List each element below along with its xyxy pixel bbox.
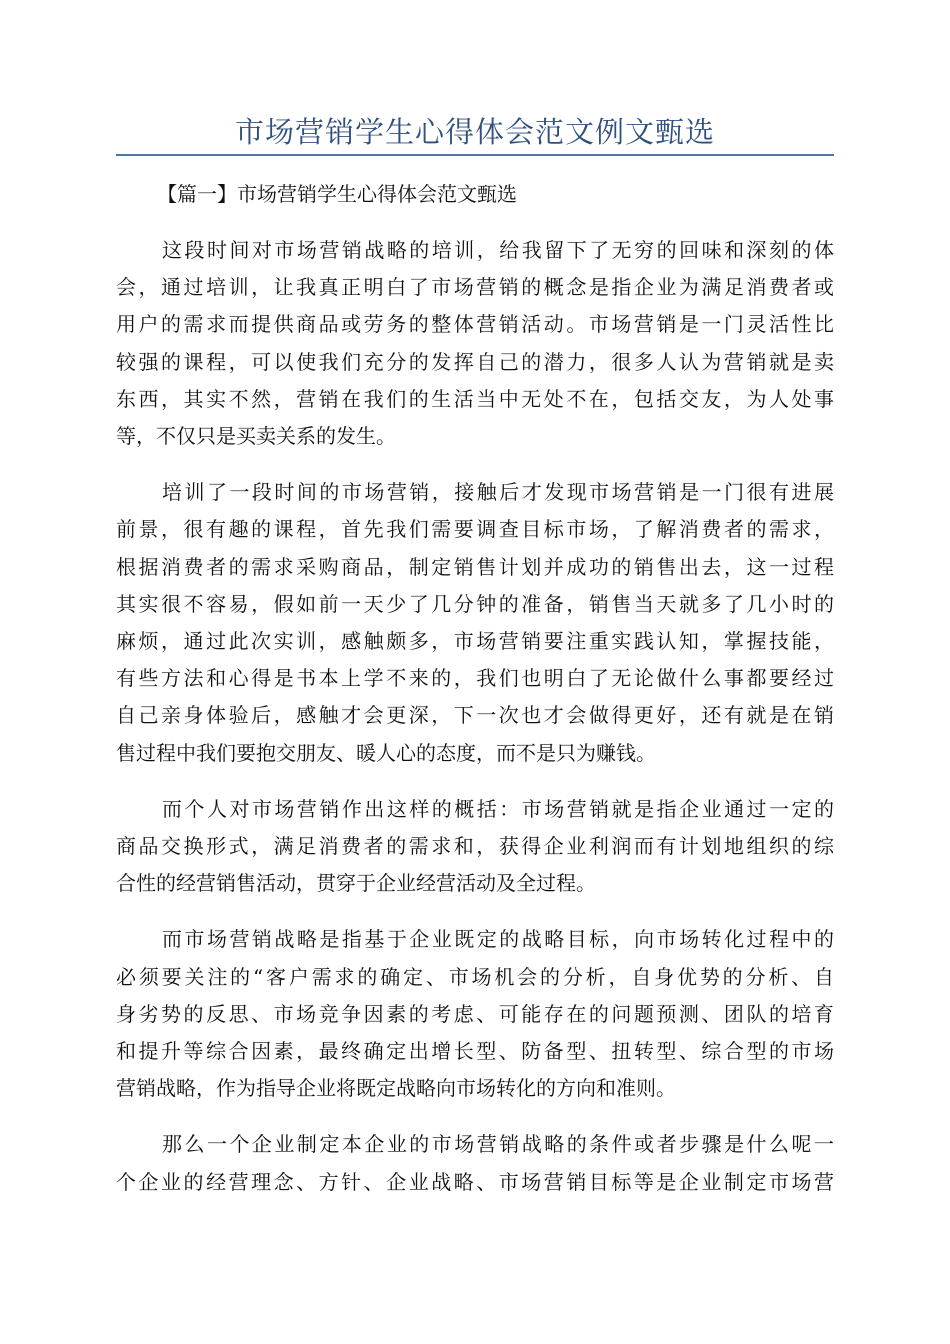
paragraph-line: 东西，其实不然，营销在我们的生活当中无处不在，包括交友，为人处事: [116, 386, 834, 411]
paragraph-line: 有些方法和心得是书本上学不来的，我们也明白了无论做什么事都要经过: [116, 666, 834, 691]
paragraph-3: [116, 791, 834, 903]
paragraph-line: 其实很不容易，假如前一天少了几分钟的准备，销售当天就多了几小时的: [116, 591, 834, 616]
paragraph-line: 身劣势的反思、市场竞争因素的考虑、可能存在的问题预测、团队的培育: [116, 1001, 834, 1026]
paragraph-line: 而市场营销战略是指基于企业既定的战略目标，向市场转化过程中的: [162, 927, 834, 952]
paragraph-line: 等，不仅只是买卖关系的发生。: [116, 424, 396, 449]
paragraph-line: 用户的需求而提供商品或劳务的整体营销活动。市场营销是一门灵活性比: [116, 312, 834, 337]
document-title: 市场营销学生心得体会范文例文甄选: [234, 115, 715, 149]
paragraph-line: 那么一个企业制定本企业的市场营销战略的条件或者步骤是什么呢一: [162, 1132, 834, 1157]
paragraph-line: 合性的经营销售活动，贯穿于企业经营活动及全过程。: [116, 871, 596, 896]
paragraph-line: 营销战略，作为指导企业将既定战略向市场转化的方向和准则。: [116, 1076, 676, 1101]
paragraph-line: 和提升等综合因素，最终确定出增长型、防备型、扭转型、综合型的市场: [116, 1039, 834, 1064]
paragraph-line: 前景，很有趣的课程，首先我们需要调查目标市场，了解消费者的需求，: [116, 517, 834, 542]
paragraph-4: [116, 921, 834, 1107]
paragraph-5: [116, 1126, 834, 1200]
paragraph-line: 自己亲身体验后，感触才会更深，下一次也才会做得更好，还有就是在销: [116, 703, 834, 728]
document-body: [116, 176, 834, 1220]
paragraph-line: 售过程中我们要抱交朋友、暖人心的态度，而不是只为赚钱。: [116, 740, 656, 765]
paragraph-line: 较强的课程，可以使我们充分的发挥自己的潜力，很多人认为营销就是卖: [116, 349, 834, 374]
paragraph-line: 会，通过培训，让我真正明白了市场营销的概念是指企业为满足消费者或: [116, 275, 834, 300]
paragraph-line: 商品交换形式，满足消费者的需求和，获得企业利润而有计划地组织的综: [116, 834, 834, 859]
paragraph-line: 必须要关注的“客户需求的确定、市场机会的分析，自身优势的分析、自: [116, 964, 834, 989]
paragraph-line: 培训了一段时间的市场营销，接触后才发现市场营销是一门很有进展: [162, 480, 834, 505]
section-heading: 【篇一】市场营销学生心得体会范文甄选: [157, 182, 517, 206]
paragraph-1: [116, 232, 834, 455]
paragraph-line: 麻烦，通过此次实训，感触颇多，市场营销要注重实践认知，掌握技能，: [116, 629, 834, 654]
paragraph-2: [116, 474, 834, 772]
paragraph-line: 这段时间对市场营销战略的培训，给我留下了无穷的回味和深刻的体: [162, 238, 834, 262]
paragraph-line: 个企业的经营理念、方针、企业战略、市场营销目标等是企业制定市场营: [116, 1169, 834, 1194]
title-underline: [116, 154, 834, 156]
paragraph-line: 而个人对市场营销作出这样的概括：市场营销就是指企业通过一定的: [162, 796, 834, 821]
paragraph-line: 根据消费者的需求采购商品，制定销售计划并成功的销售出去，这一过程: [116, 554, 834, 579]
